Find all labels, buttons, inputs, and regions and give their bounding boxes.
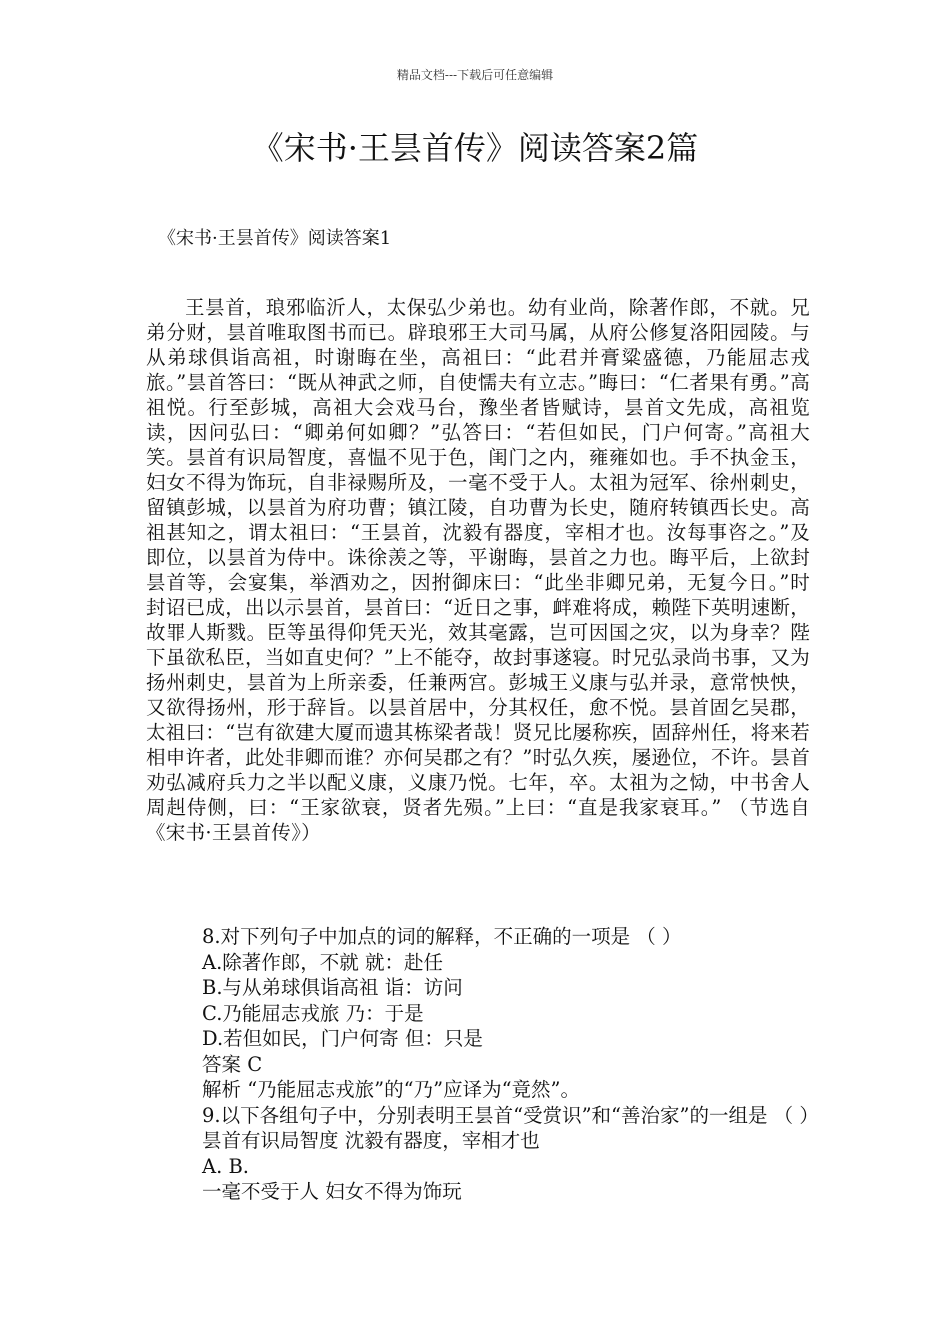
answer-line: 答案 C: [202, 1052, 263, 1076]
question-line: 昙首有识局智度 沈毅有器度，宰相才也: [202, 1129, 540, 1152]
explanation-line: 解析 “乃能屈志戎旅”的“乃”应译为“竟然”。: [202, 1078, 581, 1101]
question-line: 一毫不受于人 妇女不得为饰玩: [202, 1180, 462, 1203]
header-note: 精品文档---下载后可任意编辑: [396, 68, 554, 82]
question-list: [146, 924, 819, 1205]
document-title: 《宋书·王昙首传》阅读答案2篇: [251, 129, 699, 167]
question-line: A.除著作郎，不就 就：赴任: [202, 950, 443, 974]
question-line: B.与从弟球俱诣高祖 诣：访问: [202, 976, 463, 999]
passage-text: 王昙首，琅邪临沂人，太保弘少弟也。幼有业尚，除著作郎，不就。兄弟分财，昙首唯取图书而已。辟琅邪王大司马属，从府公修复洛阳园陵。与从弟球俱诣高祖，时谢晦在坐，高祖曰：“此君并膏粱盛德，乃能屈志戎旅。”昙首答曰：“既从神武之师，自使懦夫有立志。”晦曰：“仁者果有勇。”高祖悦。行至彭城，高祖大会戏马台，豫坐者皆赋诗，昙首文先成，高祖览读，因问弘曰：“卿弟何如卿？”弘答曰：“若但如民，门户何寄。”高祖大笑。昙首有识局智度，喜愠不见于色，闺门之内，雍雍如也。手不执金玉，妇女不得为饰玩，自非禄赐所及，一毫不受于人。太祖为冠军、徐州刺史，留镇彭城，以昙首为府功曹；镇江陵，自功曹为长史，随府转镇西长史。高祖甚知之，谓太祖曰：“王昙首，沈毅有器度，宰相才也。汝每事咨之。”及即位，以昙首为侍中。诛徐羡之等，平谢晦，昙首之力也。晦平后，上欲封昙首等，会宴集，举酒劝之，因拊御床曰：“此坐非卿兄弟，无复今日。”时封诏已成，出以示昙首，昙首曰：“近日之事，衅难将成，赖陛下英明速断，故罪人斯戮。臣等虽得仰凭天光，效其毫露，岂可因国之灾，以为身幸？陛下虽欲私臣，当如直史何？”上不能夺，故封事遂寝。时兄弘录尚书事，又为扬州刺史，昙首为上所亲委，任兼两宫。彭城王义康与弘并录，意常怏怏，又欲得扬州，形于辞旨。以昙首居中，分其权任，愈不悦。昙首固乞吴郡，太祖曰：“岂有欲建大厦而遗其栋梁者哉！贤兄比屡称疾，固辞州任，将来若相申许者，此处非卿而谁？亦何吴郡之有？”时弘久疾，屡逊位，不许。昙首劝弘减府兵力之半以配义康，义康乃悦。七年，卒。太祖为之恸，中书舍人周赳侍侧，曰：“王家欲衰，贤者先殒。”上曰：“直是我家衰耳。” （节选自《宋书·王昙首传》）: [146, 296, 810, 844]
question-line: C.乃能屈志戎旅 乃：于是: [202, 1001, 424, 1025]
question-line: 8.对下列句子中加点的词的解释，不正确的一项是 （ ）: [202, 925, 682, 948]
question-line: 9.以下各组句子中，分别表明王昙首“受赏识”和“善治家”的一组是 （ ）: [202, 1103, 819, 1127]
section-title: 《宋书·王昙首传》阅读答案1: [158, 228, 392, 249]
question-line: D.若但如民，门户何寄 但：只是: [202, 1027, 483, 1050]
question-line: A. B.: [202, 1154, 250, 1178]
